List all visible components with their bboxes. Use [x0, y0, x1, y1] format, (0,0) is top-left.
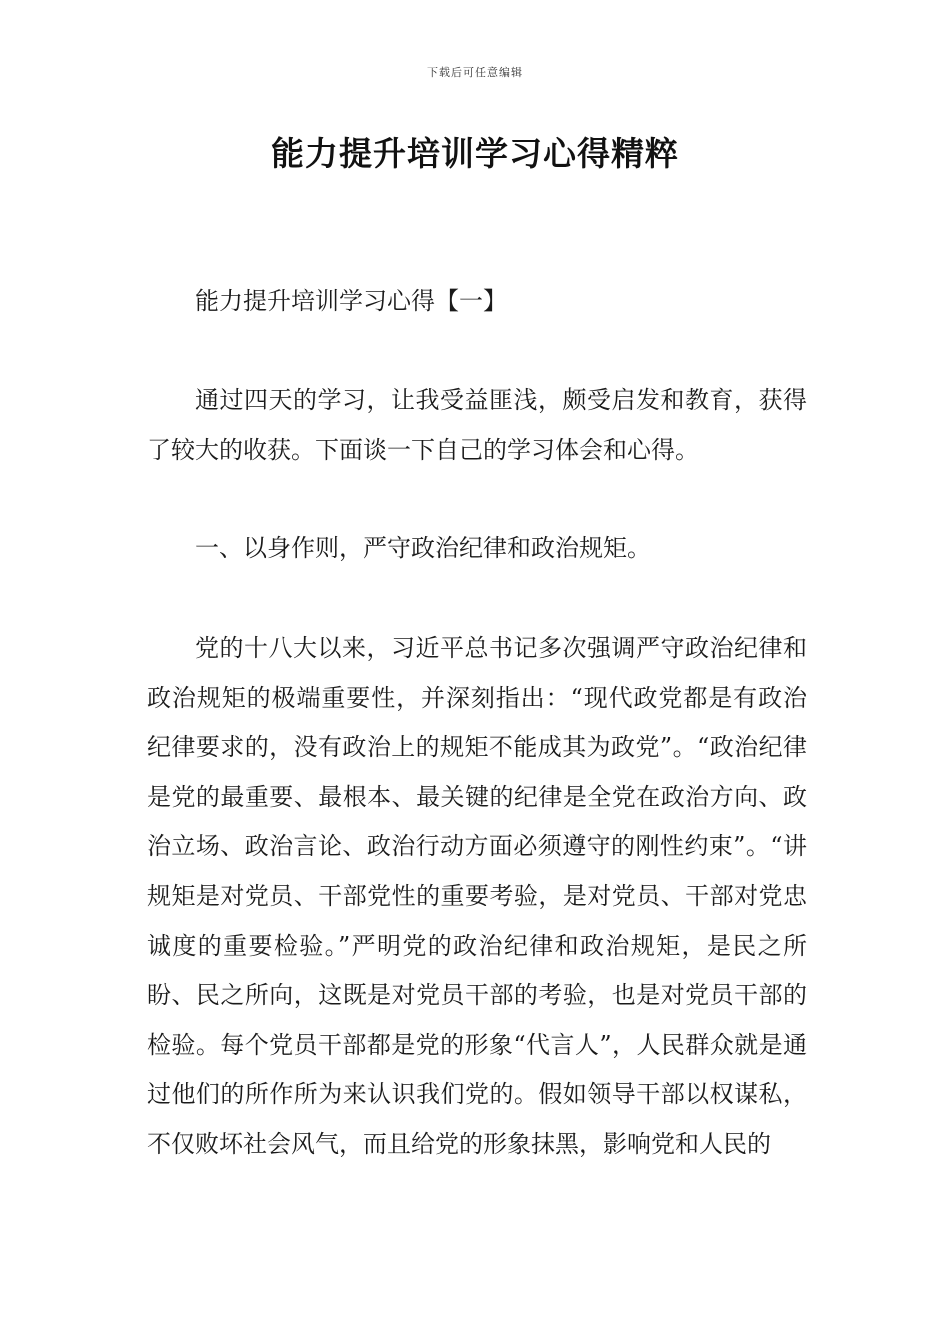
body-paragraph: 党的十八大以来，习近平总书记多次强调严守政治纪律和政治规矩的极端重要性，并深刻指出：“现代政党都是有政治纪律要求的，没有政治上的规矩不能成其为政党”。“政治纪律是党的最重要、最根本、最关键的纪律是全党在政治方向、政治立场、政治言论、政治行动方面必须遵守的刚性约束”。“讲规矩是对党员、干部党性的重要考验，是对党员、干部对党忠诚度的重要检验。”严明党的政治纪律和政治规矩，是民之所盼、民之所向，这既是对党员干部的考验，也是对党员干部的检验。每个党员干部都是党的形象“代言人”，人民群众就是通过他们的所作所为来认识我们党的。假如领导干部以权谋私，不仅败坏社会风气，而且给党的形象抹黑，影响党和人民的	[147, 634, 807, 1158]
point-one-heading: 一、以身作则，严守政治纪律和政治规矩。	[195, 534, 651, 562]
intro-paragraph: 通过四天的学习，让我受益匪浅，颇受启发和教育，获得了较大的收获。下面谈一下自己的学习体会和心得。	[147, 386, 807, 464]
document-title: 能力提升培训学习心得精粹	[271, 134, 679, 173]
header-note: 下载后可任意编辑	[427, 66, 523, 79]
section-heading: 能力提升培训学习心得【一】	[195, 287, 507, 315]
